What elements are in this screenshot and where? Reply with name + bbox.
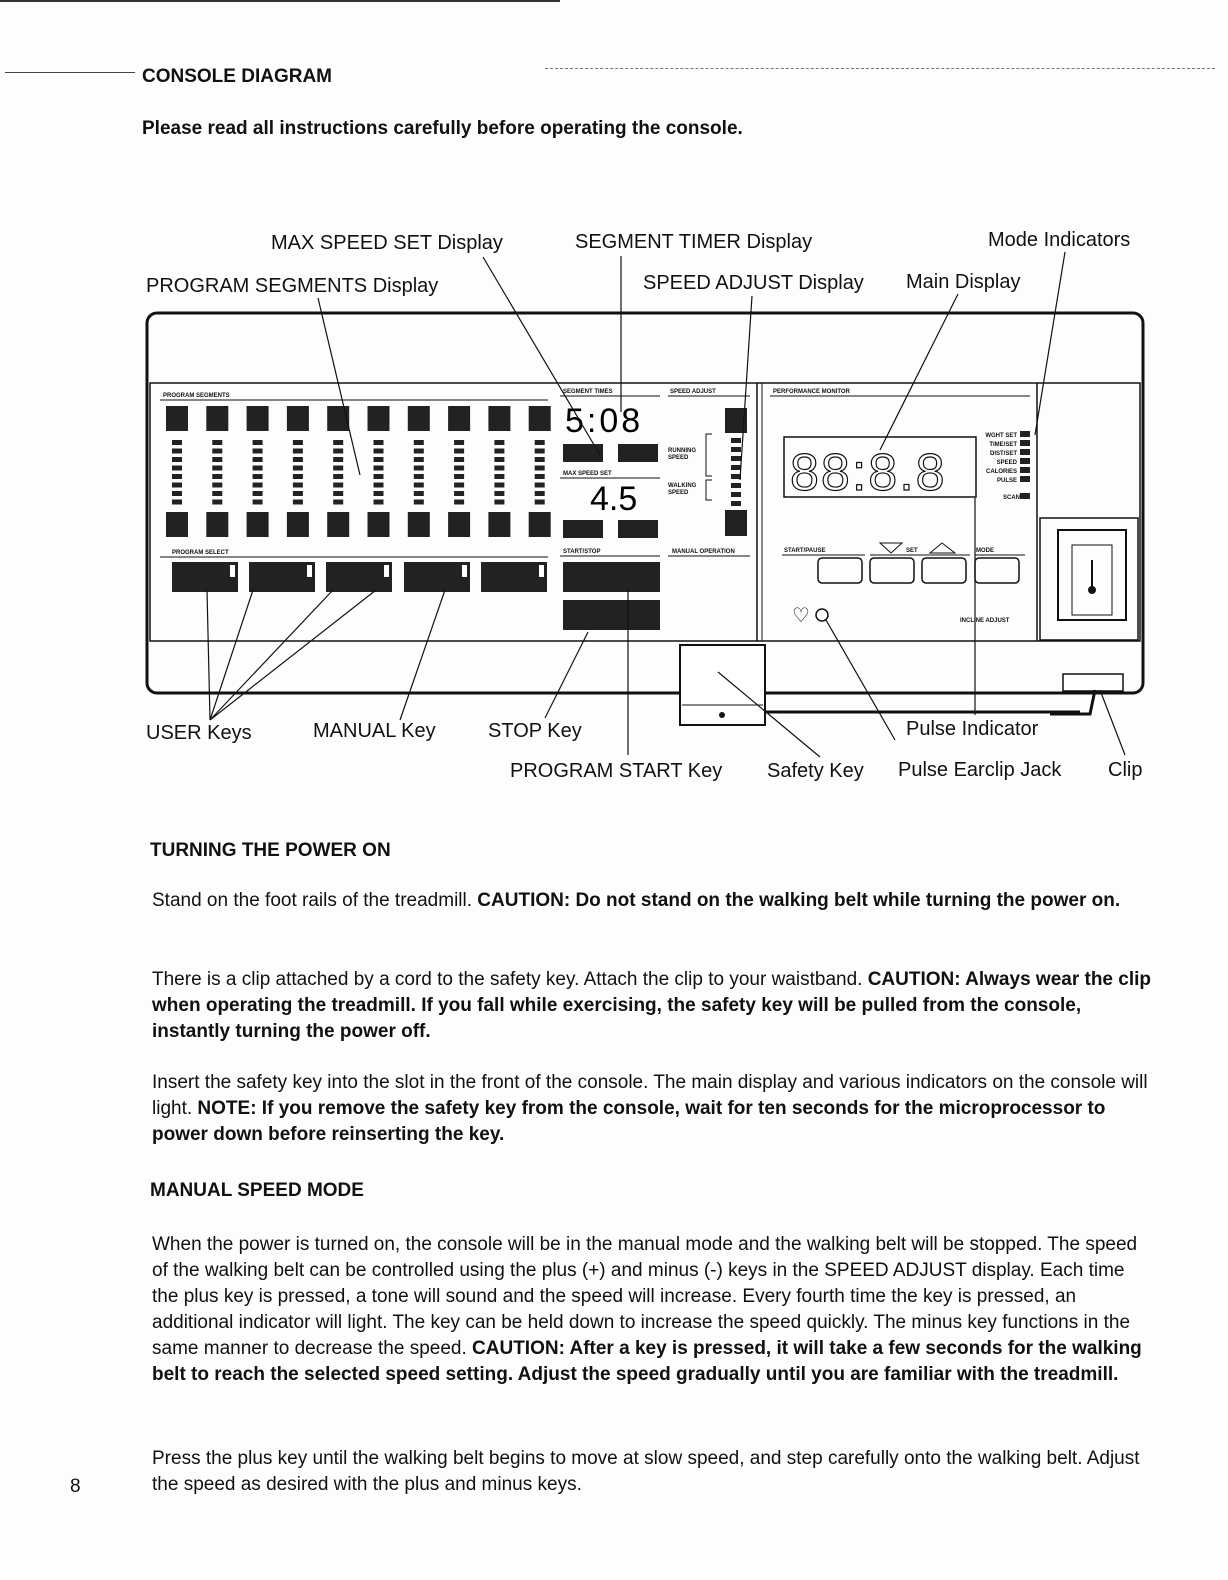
svg-text:SET: SET: [906, 548, 918, 554]
segment-led: [253, 500, 263, 505]
segment-led: [454, 500, 464, 505]
speed-led: [731, 438, 741, 443]
user-keys: [172, 562, 547, 592]
paragraph: [152, 1446, 1152, 1498]
speed-led: [731, 474, 741, 479]
manual-operation-label: MANUAL OPERATION: [672, 549, 735, 555]
mode-indicator-led: [1020, 476, 1030, 482]
caution-text: CAUTION: Always wear the clip when operating the treadmill. If you fall while exercising, the safety key will be pulled from the console, instantly turning the power off.: [152, 969, 1152, 1042]
segment-led: [212, 483, 222, 488]
svg-text:USER Keys: USER Keys: [146, 722, 252, 744]
segment-minus-key[interactable]: [488, 512, 510, 537]
paragraph: [152, 888, 1152, 914]
segment-led: [374, 474, 384, 479]
segment-led: [212, 500, 222, 505]
segment-led: [172, 474, 182, 479]
segment-led: [454, 440, 464, 445]
segment-led: [414, 466, 424, 471]
segment-minus-key[interactable]: [287, 512, 309, 537]
svg-text:WALKING: WALKING: [668, 483, 697, 489]
leader-lines: [207, 252, 1125, 757]
segment-led: [333, 491, 343, 496]
mode-indicator-label: SPEED: [996, 460, 1017, 466]
segment-led: [535, 440, 545, 445]
earclip-jack-icon: [816, 609, 828, 621]
user-key[interactable]: [404, 562, 470, 592]
performance-monitor-label: PERFORMANCE MONITOR: [773, 389, 850, 395]
segment-led: [494, 474, 504, 479]
program-segments-label: PROGRAM SEGMENTS: [163, 393, 230, 399]
segment-plus-key[interactable]: [368, 406, 390, 431]
section-heading: MANUAL SPEED MODE: [150, 1180, 364, 1201]
segment-led: [374, 500, 384, 505]
segment-led: [535, 457, 545, 462]
segment-led: [253, 449, 263, 454]
start-stop-label: START/STOP: [563, 549, 601, 555]
segment-plus-key[interactable]: [206, 406, 228, 431]
segment-minus-key[interactable]: [529, 512, 551, 537]
segment-minus-key[interactable]: [327, 512, 349, 537]
segment-times-label: SEGMENT TIMES: [563, 389, 613, 395]
user-key[interactable]: [249, 562, 315, 592]
segment-plus-key[interactable]: [488, 406, 510, 431]
segment-led: [172, 440, 182, 445]
segment-led: [172, 466, 182, 471]
segment-led: [414, 474, 424, 479]
svg-text:PROGRAM START Key: PROGRAM START Key: [510, 760, 723, 782]
svg-text:Main Display: Main Display: [906, 271, 1021, 293]
segment-led: [212, 466, 222, 471]
body-text: Insert the safety key into the slot in the front of the console. The main display and various indicators on the console will light.: [152, 1072, 1148, 1119]
stop-key: [563, 600, 660, 630]
segment-led: [414, 500, 424, 505]
svg-text:SEGMENT TIMER Display: SEGMENT TIMER Display: [575, 231, 813, 253]
segment-plus-key[interactable]: [529, 406, 551, 431]
segment-columns: [166, 406, 551, 537]
program-select-label: PROGRAM SELECT: [172, 550, 229, 556]
segment-led: [212, 474, 222, 479]
speed-minus-key: [725, 510, 747, 536]
segment-led: [333, 440, 343, 445]
segment-plus-key[interactable]: [448, 406, 470, 431]
speed-led: [731, 465, 741, 470]
mode-indicator-led: [1020, 431, 1030, 437]
svg-text:PROGRAM SEGMENTS Display: PROGRAM SEGMENTS Display: [146, 275, 439, 297]
caution-text: NOTE: If you remove the safety key from the console, wait for ten seconds for the microprocessor to power down before reinserting the key.: [152, 1098, 1106, 1145]
segment-led: [333, 500, 343, 505]
segment-led: [374, 491, 384, 496]
segment-led: [293, 491, 303, 496]
segment-plus-key[interactable]: [287, 406, 309, 431]
segment-led: [414, 483, 424, 488]
caution-text: CAUTION: Do not stand on the walking belt while turning the power on.: [477, 890, 1121, 911]
user-key[interactable]: [326, 562, 392, 592]
clip: [1063, 674, 1123, 691]
svg-text:STOP Key: STOP Key: [488, 720, 582, 742]
segment-led: [535, 449, 545, 454]
segment-led: [494, 449, 504, 454]
svg-text:MANUAL Key: MANUAL Key: [313, 720, 436, 742]
segment-minus-key[interactable]: [368, 512, 390, 537]
segment-led: [454, 466, 464, 471]
segment-led: [333, 483, 343, 488]
user-key[interactable]: [172, 562, 238, 592]
segment-led: [172, 500, 182, 505]
svg-text:SCAN: SCAN: [1003, 495, 1021, 501]
segment-led: [494, 440, 504, 445]
segment-led: [333, 457, 343, 462]
svg-text:MAX SPEED SET Display: MAX SPEED SET Display: [271, 232, 503, 254]
segment-led: [253, 457, 263, 462]
segment-led: [454, 491, 464, 496]
mode-indicator-led: [1020, 467, 1030, 473]
svg-text:MODE: MODE: [976, 548, 994, 554]
mode-indicator-led: [1020, 449, 1030, 455]
segment-led: [374, 457, 384, 462]
segment-led: [253, 474, 263, 479]
section-heading: TURNING THE POWER ON: [150, 840, 391, 861]
mode-indicator-led: [1020, 440, 1030, 446]
svg-text:SPEED: SPEED: [668, 455, 689, 461]
svg-text:RUNNING: RUNNING: [668, 448, 696, 454]
paragraph: [152, 967, 1152, 1045]
segment-led: [253, 491, 263, 496]
segment-led: [374, 440, 384, 445]
page-subtitle: Please read all instructions carefully before operating the console.: [142, 118, 743, 139]
segment-plus-key[interactable]: [166, 406, 188, 431]
segment-led: [535, 491, 545, 496]
page-title: CONSOLE DIAGRAM: [142, 66, 332, 87]
segment-plus-key[interactable]: [327, 406, 349, 431]
segment-led: [293, 449, 303, 454]
segment-led: [172, 457, 182, 462]
segment-led: [293, 457, 303, 462]
body-text: Press the plus key until the walking belt begins to move at slow speed, and step carefully onto the walking belt. Adjust the speed as desired with the plus and minus keys.: [152, 1448, 1140, 1495]
segment-led: [212, 491, 222, 496]
mode-indicator-led: [1020, 458, 1030, 464]
segment-led: [333, 474, 343, 479]
mode-indicator-label: CALORIES: [985, 469, 1017, 475]
segment-led: [414, 440, 424, 445]
segment-led: [172, 449, 182, 454]
segment-led: [172, 483, 182, 488]
segment-led: [454, 483, 464, 488]
segment-led: [212, 449, 222, 454]
mode-indicator-label: PULSE: [996, 478, 1017, 484]
segment-led: [494, 500, 504, 505]
paragraph: [152, 1070, 1152, 1148]
user-key[interactable]: [481, 562, 547, 592]
speed-led: [731, 483, 741, 488]
segment-minus-key[interactable]: [166, 512, 188, 537]
segment-time-value: 5:08: [565, 402, 644, 440]
speed-led: [731, 492, 741, 497]
body-text: There is a clip attached by a cord to the safety key. Attach the clip to your waistband.: [152, 969, 868, 990]
body-text: When the power is turned on, the console will be in the manual mode and the walking belt will be stopped. The speed of the walking belt can be controlled using the plus (+) and minus (-) keys in the SPEED ADJUST display. Each time the plus key is pressed, a tone will sound and the speed will increase. Every fourth time the key is pressed, an additional indicator will light. The key can be held down to increase the speed quickly. The minus key functions in the same manner to decrease the speed.: [152, 1234, 1138, 1359]
segment-led: [212, 440, 222, 445]
segment-led: [374, 449, 384, 454]
segment-led: [172, 491, 182, 496]
segment-led: [414, 457, 424, 462]
svg-text:Mode Indicators: Mode Indicators: [988, 229, 1131, 251]
speed-adjust-label: SPEED ADJUST: [670, 389, 716, 395]
heart-icon: ♡: [792, 605, 810, 627]
svg-text:START/PAUSE: START/PAUSE: [784, 548, 826, 554]
program-start-key: [563, 562, 660, 592]
segment-led: [293, 466, 303, 471]
segment-led: [414, 449, 424, 454]
speed-led: [731, 447, 741, 452]
segment-led: [454, 449, 464, 454]
mode-indicator-label: DIST/SET: [989, 451, 1017, 457]
segment-plus-key[interactable]: [247, 406, 269, 431]
segment-plus-key[interactable]: [408, 406, 430, 431]
svg-text:Clip: Clip: [1108, 759, 1143, 781]
segment-minus-key[interactable]: [408, 512, 430, 537]
body-text: Stand on the foot rails of the treadmill.: [152, 890, 478, 911]
svg-text:Pulse Earclip Jack: Pulse Earclip Jack: [898, 759, 1062, 781]
mode-indicator-label: TIME/SET: [989, 442, 1017, 448]
segment-led: [494, 483, 504, 488]
segment-led: [494, 466, 504, 471]
segment-led: [293, 500, 303, 505]
mode-indicator-label: WGHT SET: [985, 433, 1017, 439]
max-speed-value: 4.5: [590, 480, 638, 518]
speed-led: [731, 456, 741, 461]
caution-text: CAUTION: After a key is pressed, it will take a few seconds for the walking belt to reach the selected speed setting. Adjust the speed gradually until you are familiar with the treadmill.: [152, 1338, 1142, 1385]
segment-led: [253, 466, 263, 471]
max-speed-set-label: MAX SPEED SET: [563, 471, 612, 477]
svg-text:INCLINE ADJUST: INCLINE ADJUST: [960, 618, 1010, 624]
speed-led: [731, 501, 741, 506]
svg-text:SPEED ADJUST Display: SPEED ADJUST Display: [643, 272, 864, 294]
segment-led: [212, 457, 222, 462]
segment-led: [293, 440, 303, 445]
page-number: 8: [70, 1476, 81, 1497]
svg-text:SPEED: SPEED: [668, 490, 689, 496]
segment-minus-key[interactable]: [247, 512, 269, 537]
segment-minus-key[interactable]: [448, 512, 470, 537]
segment-led: [253, 483, 263, 488]
segment-led: [333, 466, 343, 471]
segment-led: [293, 474, 303, 479]
segment-led: [414, 491, 424, 496]
segment-led: [374, 483, 384, 488]
segment-led: [535, 474, 545, 479]
segment-led: [535, 466, 545, 471]
segment-led: [454, 474, 464, 479]
segment-led: [494, 457, 504, 462]
segment-minus-key[interactable]: [206, 512, 228, 537]
segment-led: [253, 440, 263, 445]
segment-led: [535, 483, 545, 488]
main-display-value: 88:8.8: [790, 444, 947, 502]
segment-led: [374, 466, 384, 471]
segment-led: [333, 449, 343, 454]
segment-led: [535, 500, 545, 505]
svg-text:Safety Key: Safety Key: [767, 760, 864, 782]
svg-text:Pulse Indicator: Pulse Indicator: [906, 718, 1039, 740]
segment-led: [454, 457, 464, 462]
paragraph: [152, 1232, 1152, 1388]
segment-led: [494, 491, 504, 496]
segment-led: [293, 483, 303, 488]
